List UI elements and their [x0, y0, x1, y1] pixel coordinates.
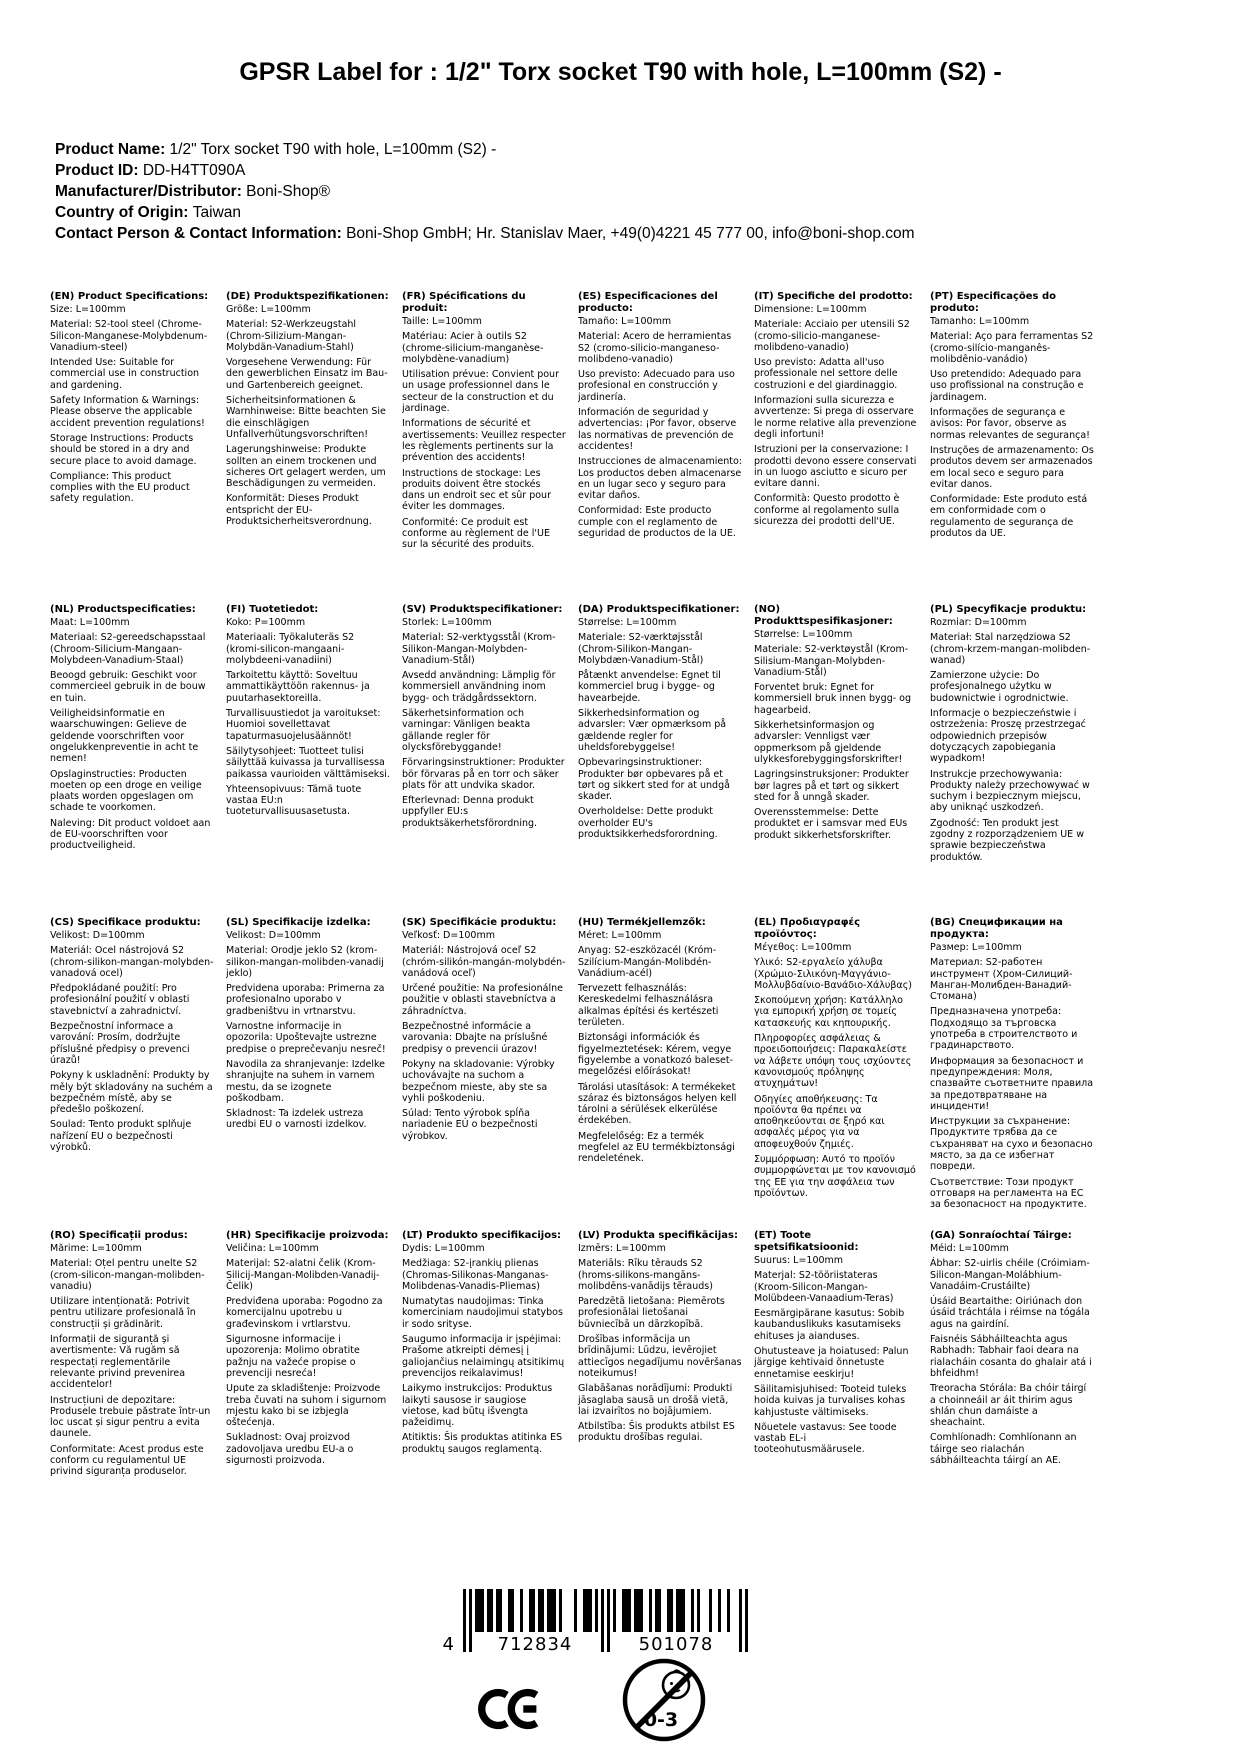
lang-block-line: Ohutusteave ja hoiatused: Palun järgige kehtivaid õnnetuste ennetamise eeskirju!: [754, 1346, 909, 1380]
product-info-label: Contact Person & Contact Information:: [55, 225, 342, 242]
ean13-barcode: [442, 1589, 748, 1659]
lang-block-line: Instruções de armazenamento: Os produtos devem ser armazenados em local seco e seguro para evitar danos.: [930, 444, 1094, 490]
lang-block-line: Velikost: D=100mm: [226, 930, 321, 941]
lang-block-line: Konformität: Dieses Produkt entspricht der EU-Produktsicherheitsverordnung.: [226, 493, 372, 528]
lang-block-line: Materiaal: S2-gereedschapsstaal (Chroom-Silicium-Mangaan-Molybdeen-Vanadium-Staal): [50, 632, 206, 666]
lang-block-line: Bezpečnostní informace a varování: Prosím, dodržujte příslušné předpisy o prevenci úrazů!: [50, 1021, 190, 1066]
lang-block-line: Uso previsto: Adatta all'uso professionale nel settore delle costruzioni e del giardinaggio.: [754, 357, 898, 391]
lang-block-line: Predviđena uporaba: Pogodno za komercijalnu upotrebu u građevinskom i vrtlarstvu.: [226, 1296, 383, 1330]
page-title: GPSR Label for : 1/2" Torx socket T90 with hole, L=100mm (S2) -: [239, 58, 1002, 86]
lang-block-line: Turvallisuustiedot ja varoitukset: Huomioi sovellettavat tapaturmasuojelusäännöt!: [226, 708, 381, 742]
lang-block-line: Größe: L=100mm: [226, 304, 311, 315]
lang-block-line: Velikost: D=100mm: [50, 930, 145, 941]
lang-block-line: Informacje o bezpieczeństwie i ostrzeżenia: Proszę przestrzegać odpowiednich przepisów dotyczących zapobiegania wypadkom!: [930, 708, 1086, 765]
lang-block-heading: (RO) Specificații produs:: [50, 1230, 188, 1241]
lang-block-lt: [402, 1230, 566, 1543]
product-info-label: Product ID:: [55, 162, 139, 179]
lang-block-line: Tervezett felhasználás: Kereskedelmi felhasználásra alkalmas építési és kertészeti területen.: [578, 983, 719, 1029]
lang-block-line: Υλικό: S2-εργαλείο χάλυβα (Χρώμιο-Σιλικόνη-Μαγγάνιο-Μολλυβδαίνιο-Βανάδιο-Χάλυβας): [754, 957, 912, 991]
lang-block-heading: (SL) Specifikacije izdelka:: [226, 917, 371, 928]
lang-block-line: Drošības informācija un brīdinājumi: Lūdzu, ievērojiet attiecīgos negadījumu novēršanas noteikumus!: [578, 1334, 742, 1379]
lang-block-line: Naleving: Dit product voldoet aan de EU-voorschriften voor productveiligheid.: [50, 817, 211, 852]
lang-block-line: Σκοπούμενη χρήση: Κατάλληλο για εμπορική χρήση σε τομείς κατασκευής και κηπουρικής.: [754, 995, 903, 1029]
lang-block-line: Efterlevnad: Denna produkt uppfyller EU:s produktsäkerhetsförordning.: [402, 795, 538, 829]
lang-block-line: Mărime: L=100mm: [50, 1243, 142, 1254]
product-info-row: [55, 223, 1195, 244]
lang-block-line: Informações de segurança e avisos: Por favor, observe as normas relevantes de segurança!: [930, 407, 1090, 441]
lang-block-sl: [226, 917, 390, 1230]
lang-block-heading: (FR) Spécifications du produit:: [402, 291, 526, 314]
lang-block-line: Overensstemmelse: Dette produktet er i samsvar med EUs produkt sikkerhetsforskrifter.: [754, 807, 908, 841]
lang-block-line: Инструкции за съхранение: Продуктите трябва да се съхраняват на сухо и безопасно място, за да се избегнат повреди.: [930, 1116, 1093, 1173]
lang-block-hu: [578, 917, 742, 1230]
lang-block-line: Beoogd gebruik: Geschikt voor commercieel gebruik in de bouw en tuin.: [50, 670, 206, 704]
lang-block-line: Súlad: Tento výrobok spĺňa nariadenie EÚ o bezpečnosti výrobkov.: [402, 1108, 538, 1142]
lang-block-line: Tarkoitettu käyttö: Soveltuu ammattikäyttöön rakennus- ja puutarhasektoreilla.: [226, 670, 370, 704]
lang-block-line: Laikymo instrukcijos: Produktus laikyti sausose ir saugiose vietose, kad būtų išvengta pažeidimų.: [402, 1383, 553, 1429]
product-info-value: Taiwan: [188, 204, 242, 221]
lang-block-line: Soulad: Tento produkt splňuje nařízení EU o bezpečnosti výrobků.: [50, 1119, 192, 1154]
lang-block-line: Säkerhetsinformation och varningar: Vänligen beakta gällande regler för olycksförebyggande!: [402, 708, 531, 753]
lang-block-heading: (ES) Especificaciones del producto:: [578, 291, 718, 314]
lang-block-line: Påtænkt anvendelse: Egnet til kommerciel brug i bygge- og havearbejde.: [578, 670, 721, 704]
lang-block-heading: (EL) Προδιαγραφές προϊόντος:: [754, 917, 861, 940]
lang-block-hr: [226, 1230, 390, 1543]
lang-block-line: Съответствие: Този продукт отговаря на регламента на ЕС за безопасност на продуктите.: [930, 1176, 1087, 1211]
lang-block-heading: (PL) Specyfikacje produktu:: [930, 604, 1087, 615]
lang-block-line: Materiaali: Työkaluteräs S2 (kromi-silicon-mangaani-molybdeeni-vanadiini): [226, 632, 355, 666]
lang-block-line: Zgodność: Ten produkt jest zgodny z rozporządzeniem UE w sprawie bezpieczeństwa produktów.: [930, 817, 1084, 863]
lang-block-line: Συμμόρφωση: Αυτό το προϊόν συμμορφώνεται με τον κανονισμό της ΕΕ για την ασφάλεια των προϊόντων.: [754, 1154, 916, 1199]
lang-block-line: Matériau: Acier à outils S2 (chrome-silicium-manganèse-molybdène-vanadium): [402, 331, 544, 365]
lang-block-line: Navodila za shranjevanje: Izdelke shranjujte na suhem in varnem mestu, da se izognete poškodbam.: [226, 1058, 386, 1104]
lang-block-line: Materiale: S2-verktøystål (Krom-Silisium-Mangan-Molybden-Vanadium-Stål): [754, 644, 909, 678]
lang-block-line: Materiale: S2-værktøjsstål (Chrom-Silikon-Mangan-Molybdæn-Vanadium-Stål): [578, 632, 704, 666]
lang-block-line: Tamanho: L=100mm: [930, 316, 1030, 327]
lang-block-line: Anyag: S2-eszközacél (Króm-Szilícium-Mangán-Molibdén-Vanádium-acél): [578, 945, 717, 979]
lang-block-line: Pokyny k uskladnění: Produkty by měly být skladovány na suchém a bezpečném místě, aby se předešlo poškození.: [50, 1070, 213, 1116]
lang-block-line: Información de seguridad y advertencias: ¡Por favor, observe las normativas de prevención de accidentes!: [578, 407, 737, 452]
lang-block-line: Size: L=100mm: [50, 304, 126, 315]
lang-block-ga: [930, 1230, 1094, 1543]
lang-block-line: Dimensione: L=100mm: [754, 304, 867, 315]
product-info-label: Manufacturer/Distributor:: [55, 183, 242, 200]
lang-block-line: Säilitamisjuhised: Tooteid tuleks hoida kuivas ja turvalises kohas kahjustuste vältimiseks.: [754, 1383, 907, 1418]
lang-block-line: Material: S2-verktygsstål (Krom-Silikon-Mangan-Molybden-Vanadium-Stål): [402, 632, 556, 666]
lang-block-line: Μέγεθος: L=100mm: [754, 942, 852, 953]
lang-block-line: Conformità: Questo prodotto è conforme al regolamento sulla sicurezza dei prodotti dell'UE.: [754, 493, 900, 528]
lang-block-line: Οδηγίες αποθήκευσης: Τα προϊόντα θα πρέπει να αποθηκεύονται σε ξηρό και ασφαλές μέρος για να αποφευχθούν ζημιές.: [754, 1093, 885, 1150]
lang-block-line: Nõuetele vastavus: See toode vastab EL-i tooteohutusmäärusele.: [754, 1421, 897, 1456]
lang-block-line: Koko: P=100mm: [226, 617, 306, 628]
product-info-row: [55, 202, 1195, 223]
lang-block-ro: [50, 1230, 214, 1543]
lang-block-line: Rozmiar: D=100mm: [930, 617, 1027, 628]
barcode-module: [745, 1589, 748, 1652]
lang-block-line: Sigurnosne informacije i upozorenja: Molimo obratite pažnju na važeće propise o prevenciji nesreća!: [226, 1334, 360, 1379]
lang-block-pl: [930, 604, 1094, 917]
lang-block-line: Avsedd användning: Lämplig för kommersiell användning inom bygg- och trädgårdssektorn.: [402, 670, 556, 704]
lang-block-line: Určené použitie: Na profesionálne použitie v oblasti stavebníctva a záhradníctva.: [402, 983, 563, 1017]
lang-block-sv: [402, 604, 566, 917]
lang-block-heading: (BG) Спецификации на продукта:: [930, 917, 1063, 940]
lang-block-line: Informații de siguranță și avertismente: Vă rugăm să respectați reglementările relevante privind prevenirea accidentelor!: [50, 1334, 186, 1391]
lang-block-line: Overholdelse: Dette produkt overholder EU's produktsikkerhedsforordning.: [578, 806, 718, 841]
lang-block-line: Informations de sécurité et avertissements: Veuillez respecter les règlements pertinents sur la prévention des accidents!: [402, 418, 566, 464]
product-info-value: 1/2" Torx socket T90 with hole, L=100mm (S2) -: [165, 141, 497, 158]
lang-block-en: [50, 291, 214, 604]
lang-block-heading: (HU) Termékjellemzők:: [578, 917, 706, 928]
lang-block-fr: [402, 291, 566, 604]
age-warning-0-3-icon: [620, 1656, 708, 1744]
lang-block-sk: [402, 917, 566, 1230]
lang-block-line: Biztonsági információk és figyelmeztetések: Kérem, vegye figyelembe a vonatkozó baleset-megelőzési előírásokat!: [578, 1032, 734, 1078]
lang-block-line: Material: Orodje jeklo S2 (krom-silikon-mangan-molibden-vanadij jeklo): [226, 945, 384, 979]
lang-block-line: Sikkerhedsinformation og advarsler: Vær opmærksom på gældende regler for uheldsforebyggelse!: [578, 708, 727, 753]
lang-block-heading: (SK) Špecifikácie produktu:: [402, 917, 557, 928]
lang-block-line: Zamierzone użycie: Do profesjonalnego użytku w budownictwie i ogrodnictwie.: [930, 670, 1069, 704]
lang-block-line: Storage Instructions: Products should be stored in a dry and secure place to avoid damage.: [50, 432, 197, 467]
lang-block-line: Material: S2-Werkzeugstahl (Chrom-Silizium-Mangan-Molybdän-Vanadium-Stahl): [226, 319, 357, 353]
lang-block-heading: (SV) Produktspecifikationer:: [402, 604, 563, 615]
lang-block-line: Tamaño: L=100mm: [578, 316, 672, 327]
lang-block-line: Vorgesehene Verwendung: Für den gewerblichen Einsatz im Bau- und Gartenbereich geeignet.: [226, 357, 388, 391]
lang-block-line: Conformidad: Este producto cumple con el reglamento de seguridad de productos de la UE.: [578, 505, 736, 540]
lang-block-line: Saugumo informacija ir įspėjimai: Prašome atkreipti dėmesį į galiojančius nelaimingų atsitikimų prevencijos reikalavimus!: [402, 1334, 565, 1379]
product-info-row: [55, 139, 1195, 160]
lang-block-line: Materiale: Acciaio per utensili S2 (cromo-silicio-manganese-molibdeno-vanadio): [754, 319, 910, 353]
lang-block-line: Medžiaga: S2-įrankių plienas (Chromas-Silikonas-Manganas-Molibdenas-Vanadis-Pliemas): [402, 1258, 549, 1292]
lang-block-line: Veľkosť: D=100mm: [402, 930, 495, 941]
lang-block-line: Информация за безопасност и предупреждения: Моля, спазвайте съответните правила за предотвратяване на инциденти!: [930, 1055, 1094, 1112]
lang-block-line: Comhlíonadh: Comhlíonann an táirge seo rialachán sábháilteachta táirgí an AE.: [930, 1432, 1077, 1467]
lang-block-nl: [50, 604, 214, 917]
lang-block-it: [754, 291, 918, 604]
product-info: [55, 139, 1195, 244]
lang-block-line: Conformitate: Acest produs este conform cu regulamentul UE privind siguranța produselor.: [50, 1443, 204, 1478]
lang-block-line: Material: S2-tool steel (Chrome-Silicon-Manganese-Molybdenum-Vanadium-steel): [50, 319, 208, 353]
lang-block-line: Ábhar: S2-uirlis chéile (Cróimiam-Silicon-Mangan-Molábhium-Vanadáim-Crustáilte): [930, 1258, 1090, 1292]
lang-block-line: Lagerungshinweise: Produkte sollten an einem trockenen und sicheres Ort gelagert werden, um Beschädigungen zu vermeiden.: [226, 444, 386, 490]
lang-block-line: Sicherheitsinformationen & Warnhinweise: Bitte beachten Sie die einschlägigen Unfallverhütungsvorschriften!: [226, 395, 386, 440]
lang-block-heading: (NL) Productspecificaties:: [50, 604, 196, 615]
lang-block-line: Materiál: Nástrojová oceľ S2 (chróm-silikón-mangán-molybdén-vanádová oceľ): [402, 945, 566, 979]
lang-block-line: Säilytysohjeet: Tuotteet tulisi säilyttää kuivassa ja turvallisessa paikassa vaurioiden välttämiseksi.: [226, 745, 390, 780]
lang-block-line: Numatytas naudojimas: Tinka komerciniam naudojimui statybos ir sodo srityse.: [402, 1296, 563, 1330]
lang-block-line: Størrelse: L=100mm: [754, 629, 853, 640]
lang-block-line: Yhteensopivuus: Tämä tuote vastaa EU:n tuoteturvallisuusasetusta.: [226, 783, 362, 818]
lang-block-line: Materiał: Stal narzędziowa S2 (chrom-krzem-mangan-molibden-wanad): [930, 632, 1091, 666]
lang-block-line: Pokyny na skladovanie: Výrobky uchovávajte na suchom a bezpečnom mieste, aby ste sa vyhli poškodeniu.: [402, 1058, 555, 1104]
lang-block-line: Varnostne informacije in opozorila: Upoštevajte ustrezne predpise o preprečevanju nesreč!: [226, 1021, 386, 1055]
lang-block-line: Taille: L=100mm: [402, 316, 482, 327]
lang-block-line: Atitiktis: Šis produktas atitinka ES produktų saugos reglamentą.: [402, 1432, 563, 1455]
lang-block-line: Dydis: L=100mm: [402, 1243, 485, 1254]
lang-block-line: Eesmärgipärane kasutus: Sobib kaubanduslikuks kasutamiseks ehituses ja aianduses.: [754, 1308, 905, 1342]
product-info-value: DD-H4TT090A: [138, 162, 246, 179]
lang-block-line: Skladnost: Ta izdelek ustreza uredbi EU o varnosti izdelkov.: [226, 1108, 367, 1131]
lang-block-line: Instructions de stockage: Les produits doivent être stockés dans un endroit sec et sûr pour éviter les dommages.: [402, 467, 551, 513]
lang-block-line: Intended Use: Suitable for commercial use in construction and gardening.: [50, 357, 200, 391]
age-warning-label: 0-3: [643, 1709, 679, 1731]
lang-block-line: Opbevaringsinstruktioner: Produkter bør opbevares på et tørt og sikkert sted for at undgå skader.: [578, 757, 730, 803]
lang-block-heading: (CS) Specifikace produktu:: [50, 917, 201, 928]
lang-block-line: Instrucciones de almacenamiento: Los productos deben almacenarse en un lugar seco y seguro para evitar daños.: [578, 456, 742, 502]
product-info-value: Boni-Shop®: [241, 183, 330, 200]
lang-block-line: Izmērs: L=100mm: [578, 1243, 666, 1254]
lang-block-line: Atbilstība: Šis produkts atbilst ES produktu drošības regulai.: [578, 1421, 735, 1444]
lang-block-line: Suurus: L=100mm: [754, 1255, 844, 1266]
lang-block-line: Utilisation prévue: Convient pour un usage professionnel dans le secteur de la construction et du jardinage.: [402, 369, 559, 415]
lang-block-es: [578, 291, 742, 604]
lang-block-line: Materjal: S2-tööriistateras (Kroom-Silicon-Mangan-Molübdeen-Vanaadium-Teras): [754, 1270, 894, 1304]
lang-block-line: Maat: L=100mm: [50, 617, 130, 628]
lang-block-line: Opslaginstructies: Producten moeten op een droge en veilige plaats worden opgeslagen om schade te voorkomen.: [50, 768, 202, 814]
lang-block-line: Bezpečnostné informácie a varovania: Dbajte na príslušné predpisy o prevencii úrazov!: [402, 1021, 548, 1055]
lang-block-line: Størrelse: L=100mm: [578, 617, 677, 628]
product-info-label: Country of Origin:: [55, 204, 189, 221]
lang-block-line: Материал: S2-работен инструмент (Хром-Силиций-Манган-Молибден-Ванадий-Стомана): [930, 957, 1073, 1003]
lang-block-line: Předpokládané použití: Pro profesionální použití v oblasti stavebnictví a zahradnictví.: [50, 983, 190, 1017]
lang-block-heading: (LT) Produkto specifikacijos:: [402, 1230, 562, 1241]
lang-block-line: Méid: L=100mm: [930, 1243, 1009, 1254]
barcode-left-digits: 712834: [473, 1634, 597, 1655]
lang-block-line: Conformidade: Este produto está em conformidade com o regulamento de segurança de produtos da UE.: [930, 494, 1088, 540]
lang-block-heading: (ET) Toote spetsifikatsioonid:: [754, 1230, 859, 1253]
lang-block-no: [754, 604, 918, 917]
lang-block-line: Utilizare intenționată: Potrivit pentru utilizare profesională în construcții și grădinărit.: [50, 1296, 196, 1330]
product-info-value: Boni-Shop GmbH; Hr. Stanislav Maer, +49(0)4221 45 777 00, info@boni-shop.com: [341, 225, 915, 242]
lang-block-heading: (HR) Specifikacije proizvoda:: [226, 1230, 389, 1241]
lang-block-line: Storlek: L=100mm: [402, 617, 492, 628]
product-info-row: [55, 160, 1195, 181]
lang-block-heading: (EN) Product Specifications:: [50, 291, 209, 302]
lang-block-line: Megfelelőség: Ez a termék megfelel az EU termékbiztonsági rendeletének.: [578, 1130, 735, 1165]
lang-block-bg: [930, 917, 1094, 1230]
lang-block-heading: (NO) Produkttspesifikasjoner:: [754, 604, 893, 627]
lang-block-heading: (DE) Produktspezifikationen:: [226, 291, 389, 302]
lang-block-heading: (LV) Produkta specifikācijas:: [578, 1230, 738, 1241]
lang-block-line: Glabāšanas norādījumi: Produkti jāsaglaba sausā un drošā vietā, lai izvairītos no bojājumiem.: [578, 1383, 733, 1417]
lang-block-heading: (GA) Sonraíochtaí Táirge:: [930, 1230, 1072, 1241]
lang-block-heading: (FI) Tuotetiedot:: [226, 604, 319, 615]
lang-block-line: Instrukcje przechowywania: Produkty należy przechowywać w suchym i bezpiecznym miejscu, aby uniknąć uszkodzeń.: [930, 768, 1090, 814]
lang-block-line: Forventet bruk: Egnet for kommersiell bruk innen bygg- og hagearbeid.: [754, 682, 912, 716]
lang-block-line: Tárolási utasítások: A termékeket száraz és biztonságos helyen kell tárolni a sérülések elkerülése érdekében.: [578, 1081, 737, 1127]
lang-block-line: Предназначена употреба: Подходящо за търговска употреба в строителството и градинарството.: [930, 1006, 1078, 1052]
lang-block-line: Uso previsto: Adecuado para uso profesional en construcción y jardinería.: [578, 369, 735, 403]
lang-block-line: Sukladnost: Ovaj proizvod zadovoljava uredbu EU-a o sigurnosti proizvoda.: [226, 1432, 354, 1467]
lang-block-line: Veličina: L=100mm: [226, 1243, 319, 1254]
lang-block-et: [754, 1230, 918, 1543]
lang-block-line: Förvaringsinstruktioner: Produkter bör förvaras på en torr och säker plats för att undvika skador.: [402, 757, 565, 791]
lang-block-line: Paredzētā lietošana: Piemērots profesionālai lietošanai būvniecībā un dārzkopībā.: [578, 1296, 725, 1330]
lang-block-line: Veiligheidsinformatie en waarschuwingen: Gelieve de geldende voorschriften voor ongelukkenpreventie in acht te nemen!: [50, 708, 199, 765]
barcode-right-digits: 501078: [614, 1634, 738, 1655]
lang-block-line: Lagringsinstruksjoner: Produkter bør lagres på et tørt og sikkert sted for å unngå skader.: [754, 769, 909, 803]
lang-block-line: Materiāls: Rīku tērauds S2 (hroms-silikons-mangāns-molibdēns-vanādijs tērauds): [578, 1258, 713, 1292]
lang-block-line: Compliance: This product complies with the EU product safety regulation.: [50, 470, 190, 505]
lang-block-line: Materijal: S2-alatni čelik (Krom-Silicij-Mangan-Molibden-Vanadij-Čelik): [226, 1258, 380, 1292]
lang-block-line: Instrucțiuni de depozitare: Produsele trebuie păstrate într-un loc uscat și sigur pentru a evita daunele.: [50, 1394, 211, 1440]
lang-block-line: Uso pretendido: Adequado para uso profissional na construção e jardinagem.: [930, 369, 1084, 403]
lang-block-line: Materiál: Ocel nástrojová S2 (chrom-silikon-mangan-molybden-vanadová ocel): [50, 945, 214, 979]
lang-block-line: Conformité: Ce produit est conforme au règlement de l'UE sur la sécurité des produits.: [402, 516, 550, 551]
lang-block-line: Safety Information & Warnings: Please observe the applicable accident prevention regulations!: [50, 395, 205, 429]
lang-block-line: Material: Acero de herramientas S2 (cromo-silicio-manganeso-molibdeno-vanadio): [578, 331, 732, 365]
product-info-label: Product Name:: [55, 141, 166, 158]
lang-block-line: Sikkerhetsinformasjon og advarsler: Vennligst vær oppmerksom på gjeldende ulykkesforebyggingsforskrifter!: [754, 720, 903, 765]
lang-block-lv: [578, 1230, 742, 1543]
lang-block-heading: (IT) Specifiche del prodotto:: [754, 291, 913, 302]
lang-block-de: [226, 291, 390, 604]
lang-block-line: Informazioni sulla sicurezza e avvertenze: Si prega di osservare le norme relative alla prevenzione degli infortuni!: [754, 395, 917, 440]
lang-block-line: Размер: L=100mm: [930, 942, 1022, 953]
language-grid: [50, 291, 1094, 1543]
lang-block-heading: (DA) Produktspecifikationer:: [578, 604, 740, 615]
lang-block-pt: [930, 291, 1094, 604]
product-info-row: [55, 181, 1195, 202]
barcode-lead-digit: 4: [442, 1634, 455, 1655]
lang-block-el: [754, 917, 918, 1230]
lang-block-line: Faisnéis Sábháilteachta agus Rabhadh: Tabhair faoi deara na rialacháin cosanta do ghalair atá i bhfeidhm!: [930, 1334, 1092, 1379]
lang-block-line: Upute za skladištenje: Proizvode treba čuvati na suhom i sigurnom mjestu kako bi se izbjegla oštećenja.: [226, 1383, 387, 1429]
lang-block-line: Material: Aço para ferramentas S2 (cromo-silício-manganês-molibdênio-vanádio): [930, 331, 1094, 365]
lang-block-line: Material: Oțel pentru unelte S2 (crom-silicon-mangan-molibden-vanadiu): [50, 1258, 205, 1292]
lang-block-cs: [50, 917, 214, 1230]
lang-block-heading: (PT) Especificações do produto:: [930, 291, 1056, 314]
ce-mark-icon: [468, 1686, 544, 1732]
lang-block-line: Predvidena uporaba: Primerna za profesionalno uporabo v gradbeništvu in vrtnarstvu.: [226, 983, 385, 1017]
lang-block-line: Treoracha Stórála: Ba chóir táirgí a choinneáil ar áit thirim agus shlán chun damáiste a sheachaint.: [930, 1383, 1087, 1429]
lang-block-line: Istruzioni per la conservazione: I prodotti devono essere conservati in un luogo asciutto e sicuro per evitare danni.: [754, 444, 917, 490]
lang-block-line: Úsáid Beartaithe: Oiriúnach don úsáid tráchtála i réimse na tógála agus na gairdíní.: [930, 1296, 1090, 1330]
lang-block-line: Πληροφορίες ασφάλειας & προειδοποιήσεις: Παρακαλείστε να λάβετε υπόψη τους ισχύοντες κανονισμούς πρόληψης ατυχημάτων!: [754, 1033, 912, 1090]
lang-block-fi: [226, 604, 390, 917]
lang-block-da: [578, 604, 742, 917]
lang-block-line: Méret: L=100mm: [578, 930, 662, 941]
